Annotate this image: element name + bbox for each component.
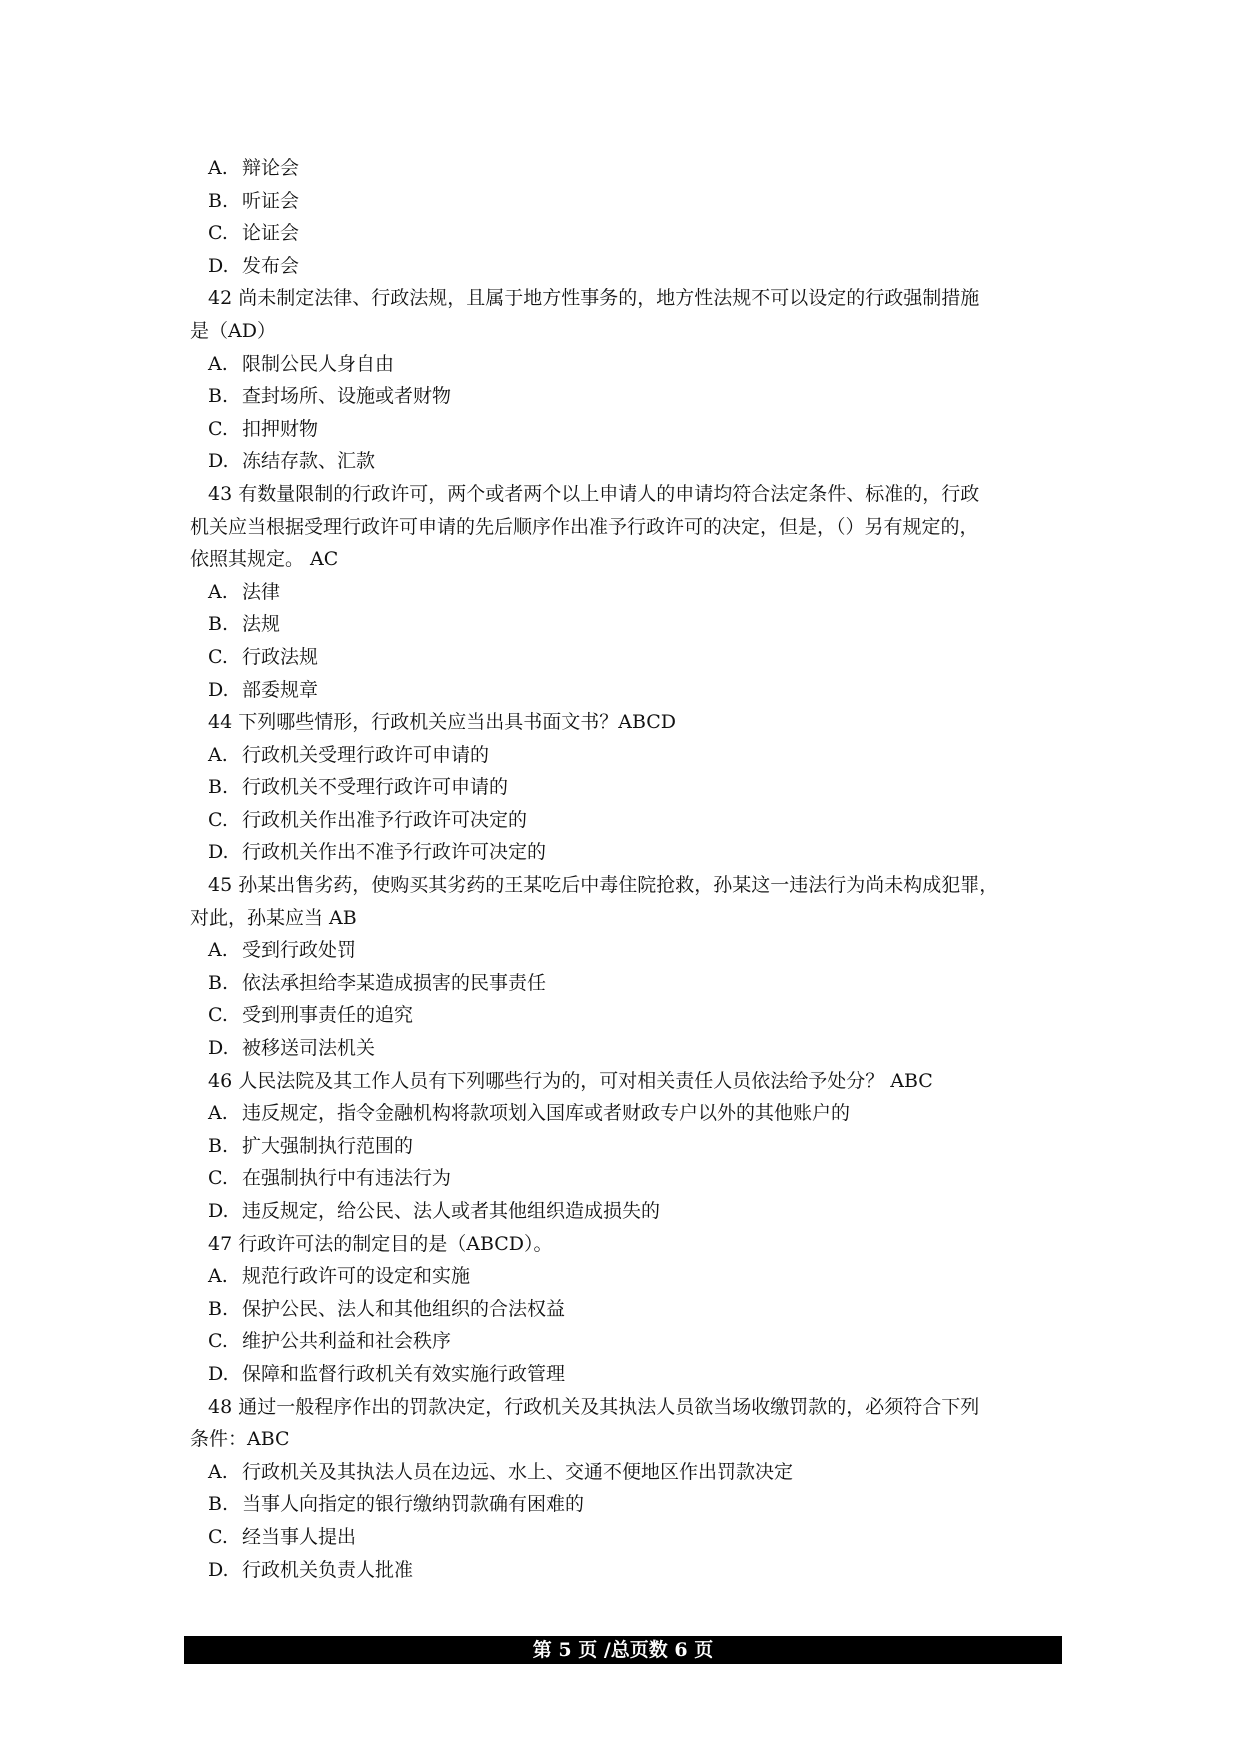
answer-option — [190, 152, 1070, 185]
question-text: 44 下列哪些情形，行政机关应当出具书面文书？ABCD — [208, 711, 677, 734]
option-text: 行政机关负责人批准 — [242, 1558, 414, 1581]
option-text: 当事人向指定的银行缴纳罚款确有困难的 — [242, 1493, 585, 1516]
question-text-continued: 机关应当根据受理行政许可申请的先后顺序作出准予行政许可的决定，但是，（）另有规定的， — [190, 515, 979, 538]
option-letter: D. — [208, 1362, 229, 1385]
option-letter: B. — [208, 1297, 229, 1320]
answer-option — [190, 576, 1070, 609]
answer-option — [190, 1260, 1070, 1293]
answer-option — [190, 641, 1070, 674]
answer-option — [190, 1358, 1070, 1391]
option-text: 扩大强制执行范围的 — [242, 1134, 414, 1157]
option-letter: B. — [208, 385, 229, 408]
option-text: 保护公民、法人和其他组织的合法权益 — [242, 1297, 566, 1320]
option-letter: D. — [208, 1037, 229, 1060]
option-text: 行政法规 — [242, 645, 319, 668]
answer-option — [190, 1097, 1070, 1130]
option-letter: A. — [208, 743, 228, 766]
answer-option — [190, 999, 1070, 1032]
option-text: 保障和监督行政机关有效实施行政管理 — [242, 1362, 566, 1385]
option-text: 受到行政处罚 — [242, 939, 357, 962]
option-letter: B. — [208, 1134, 229, 1157]
option-letter: B. — [208, 971, 229, 994]
option-text: 扣押财物 — [242, 417, 319, 440]
option-text: 发布会 — [242, 254, 300, 277]
option-letter: D. — [208, 1558, 229, 1581]
option-text: 受到刑事责任的追究 — [242, 1004, 414, 1027]
answer-option — [190, 445, 1070, 478]
option-text: 规范行政许可的设定和实施 — [242, 1265, 471, 1288]
option-letter: B. — [208, 776, 229, 799]
option-text: 冻结存款、汇款 — [242, 450, 376, 473]
answer-option — [190, 1162, 1070, 1195]
option-letter: B. — [208, 189, 229, 212]
option-letter: C. — [208, 808, 228, 831]
question-text: 42 尚未制定法律、行政法规，且属于地方性事务的，地方性法规不可以设定的行政强制措施 — [208, 287, 980, 310]
document-body — [190, 152, 1070, 1586]
answer-option — [190, 1293, 1070, 1326]
option-text: 辩论会 — [242, 157, 300, 179]
answer-option — [190, 1456, 1070, 1489]
answer-option — [190, 1554, 1070, 1587]
option-text: 论证会 — [242, 222, 300, 245]
option-text: 被移送司法机关 — [242, 1037, 376, 1060]
page-footer — [184, 1636, 1062, 1664]
option-text: 部委规章 — [242, 678, 319, 701]
option-text: 法律 — [242, 580, 281, 603]
question-text-continued: 条件：ABC — [190, 1428, 290, 1451]
option-text: 行政机关受理行政许可申请的 — [242, 743, 490, 766]
option-text: 限制公民人身自由 — [242, 352, 395, 375]
option-text: 行政机关及其执法人员在边远、水上、交通不便地区作出罚款决定 — [242, 1460, 794, 1483]
option-text: 违反规定，给公民、法人或者其他组织造成损失的 — [242, 1200, 661, 1222]
option-text: 维护公共利益和社会秩序 — [242, 1330, 452, 1353]
answer-option — [190, 934, 1070, 967]
option-text: 行政机关不受理行政许可申请的 — [242, 776, 509, 799]
option-text: 听证会 — [242, 189, 300, 212]
question-text-continued: 对此，孙某应当 AB — [190, 906, 357, 929]
answer-option — [190, 380, 1070, 413]
option-letter: C. — [208, 1330, 228, 1353]
answer-option — [190, 608, 1070, 641]
option-letter: C. — [208, 222, 228, 245]
answer-option — [190, 1130, 1070, 1163]
option-letter: D. — [208, 841, 229, 864]
option-letter: A. — [208, 157, 228, 179]
option-letter: A. — [208, 1102, 228, 1125]
answer-option — [190, 674, 1070, 707]
option-text: 违反规定，指令金融机构将款项划入国库或者财政专户以外的其他账户的 — [242, 1102, 851, 1125]
option-text: 行政机关作出准予行政许可决定的 — [242, 808, 528, 831]
option-letter: B. — [208, 1493, 229, 1516]
question-text-continued: 是（AD） — [190, 319, 276, 342]
answer-option — [190, 217, 1070, 250]
option-letter: C. — [208, 1004, 228, 1027]
option-text: 在强制执行中有违法行为 — [242, 1167, 452, 1190]
option-letter: C. — [208, 645, 228, 668]
answer-option — [190, 1325, 1070, 1358]
option-text: 依法承担给李某造成损害的民事责任 — [242, 971, 547, 994]
option-text: 法规 — [242, 613, 281, 636]
option-letter: C. — [208, 1167, 228, 1190]
option-letter: A. — [208, 1265, 228, 1288]
option-letter: A. — [208, 1460, 228, 1483]
answer-option — [190, 1195, 1070, 1228]
page-number: 第 5 页 /总页数 6 页 — [532, 1639, 714, 1661]
option-text: 查封场所、设施或者财物 — [242, 385, 452, 408]
option-letter: C. — [208, 1525, 228, 1548]
question-text: 48 通过一般程序作出的罚款决定，行政机关及其执法人员欲当场收缴罚款的，必须符合下列 — [208, 1395, 980, 1418]
question-text: 43 有数量限制的行政许可，两个或者两个以上申请人的申请均符合法定条件、标准的，行政 — [208, 482, 980, 505]
answer-option — [190, 739, 1070, 772]
option-letter: D. — [208, 1200, 229, 1222]
option-letter: A. — [208, 939, 228, 962]
option-letter: A. — [208, 580, 228, 603]
answer-option — [190, 250, 1070, 283]
answer-option — [190, 1521, 1070, 1554]
option-letter: C. — [208, 417, 228, 440]
answer-option — [190, 967, 1070, 1000]
option-text: 经当事人提出 — [242, 1525, 357, 1548]
answer-option — [190, 185, 1070, 218]
question-text: 46 人民法院及其工作人员有下列哪些行为的，可对相关责任人员依法给予处分？ ABC — [208, 1069, 933, 1092]
option-letter: A. — [208, 352, 228, 375]
question-text: 45 孙某出售劣药，使购买其劣药的王某吃后中毒住院抢救，孙某这一违法行为尚未构成犯罪， — [208, 874, 999, 897]
answer-option — [190, 804, 1070, 837]
answer-option — [190, 1032, 1070, 1065]
question-text-continued: 依照其规定。 AC — [190, 548, 339, 571]
question-text: 47 行政许可法的制定目的是（ABCD）。 — [208, 1232, 553, 1255]
option-letter: D. — [208, 678, 229, 701]
answer-option — [190, 1488, 1070, 1521]
option-letter: D. — [208, 254, 229, 277]
answer-option — [190, 413, 1070, 446]
answer-option — [190, 771, 1070, 804]
option-letter: D. — [208, 450, 229, 473]
answer-option — [190, 348, 1070, 381]
option-text: 行政机关作出不准予行政许可决定的 — [242, 841, 547, 864]
answer-option — [190, 836, 1070, 869]
option-letter: B. — [208, 613, 229, 636]
